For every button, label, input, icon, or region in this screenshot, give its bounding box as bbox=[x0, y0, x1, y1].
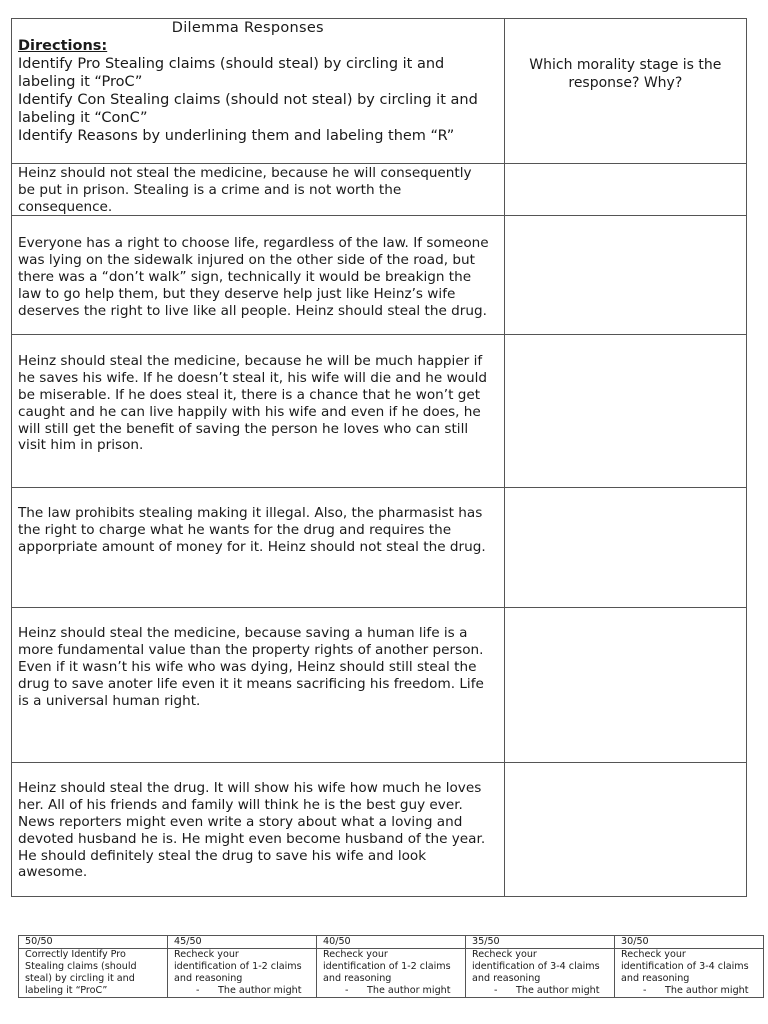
response-row bbox=[12, 608, 747, 763]
answer-cell[interactable] bbox=[504, 164, 746, 216]
rubric-score: 45/50 bbox=[168, 936, 317, 949]
response-line: devoted husband he is. He might even become husband of the year. bbox=[18, 830, 486, 847]
answer-cell[interactable] bbox=[504, 763, 746, 897]
response-line: is a universal human right. bbox=[18, 692, 201, 709]
response-line: Everyone has a right to choose life, regardless of the law. If someone bbox=[18, 235, 489, 252]
rubric-line: Correctly Identify Pro bbox=[25, 949, 126, 960]
rubric-line: Stealing claims (should bbox=[25, 961, 137, 972]
rubric-description bbox=[317, 949, 466, 998]
directions-line: Identify Pro Stealing claims (should steal) by circling it and bbox=[18, 56, 445, 72]
response-cell bbox=[12, 763, 505, 897]
rubric-line: identification of 1-2 claims bbox=[174, 961, 302, 972]
rubric-line: Recheck your bbox=[472, 949, 537, 960]
response-cell bbox=[12, 488, 505, 608]
rubric-line: identification of 1-2 claims bbox=[323, 961, 451, 972]
question-line: response? Why? bbox=[568, 75, 683, 91]
rubric-line: and reasoning bbox=[621, 973, 690, 984]
rubric-line: and reasoning bbox=[472, 973, 541, 984]
response-row bbox=[12, 488, 747, 608]
directions-line: labeling it “ConC” bbox=[18, 110, 148, 126]
response-line: drug to save anoter life even it it means sacrificing his freedom. Life bbox=[18, 675, 484, 692]
response-cell bbox=[12, 164, 505, 216]
response-line: be put in prison. Stealing is a crime and is not worth the bbox=[18, 181, 402, 198]
response-cell bbox=[12, 216, 505, 335]
rubric-bullet bbox=[323, 985, 460, 997]
rubric-description-row bbox=[19, 949, 764, 998]
directions-label: Directions: bbox=[18, 38, 108, 54]
rubric-line: identification of 3-4 claims bbox=[472, 961, 600, 972]
rubric-description bbox=[168, 949, 317, 998]
response-line: law to go help them, but they deserve help just like Heinz’s wife bbox=[18, 285, 456, 302]
bullet-dash: - bbox=[494, 985, 498, 996]
response-line: was lying on the sidewalk injured on the other side of the road, but bbox=[18, 252, 475, 269]
rubric-score: 30/50 bbox=[615, 936, 764, 949]
directions-line: Identify Con Stealing claims (should not steal) by circling it and bbox=[18, 92, 478, 108]
response-line: Heinz should steal the medicine, because saving a human life is a bbox=[18, 625, 468, 642]
response-line: awesome. bbox=[18, 864, 88, 881]
rubric-score-row bbox=[19, 936, 764, 949]
response-line: Even if it wasn’t his wife who was dying, Heinz should still steal the bbox=[18, 658, 477, 675]
rubric-line: identification of 3-4 claims bbox=[621, 961, 749, 972]
answer-cell[interactable] bbox=[504, 608, 746, 763]
response-text bbox=[12, 763, 504, 881]
header-row bbox=[12, 19, 747, 164]
dilemma-table bbox=[11, 18, 747, 897]
rubric-line: Recheck your bbox=[621, 949, 686, 960]
rubric-line: Recheck your bbox=[174, 949, 239, 960]
rubric-line: labeling it “ProC” bbox=[25, 985, 108, 996]
bullet-dash: - bbox=[345, 985, 349, 996]
response-line: more fundamental value than the property rights of another person. bbox=[18, 642, 484, 659]
response-row bbox=[12, 216, 747, 335]
rubric-line: Recheck your bbox=[323, 949, 388, 960]
page-title: Dilemma Responses bbox=[171, 20, 324, 36]
response-line: Heinz should steal the drug. It will show his wife how much he loves bbox=[18, 780, 482, 797]
rubric-line: and reasoning bbox=[174, 973, 243, 984]
answer-cell[interactable] bbox=[504, 488, 746, 608]
question-header-cell bbox=[504, 19, 746, 164]
response-line: Heinz should not steal the medicine, because he will consequently bbox=[18, 165, 472, 181]
bullet-dash: - bbox=[643, 985, 647, 996]
bullet-text: The author might bbox=[516, 985, 600, 996]
response-text bbox=[12, 488, 504, 555]
response-line: Heinz should steal the medicine, because he will be much happier if bbox=[18, 353, 483, 370]
rubric-bullet bbox=[472, 985, 609, 997]
bullet-text: The author might bbox=[665, 985, 749, 996]
answer-cell[interactable] bbox=[504, 335, 746, 488]
rubric-table bbox=[18, 935, 764, 998]
response-line: News reporters might even write a story about what a loving and bbox=[18, 813, 463, 830]
response-line: he saves his wife. If he doesn’t steal it, his wife will die and he would bbox=[18, 370, 488, 387]
directions-line: Identify Reasons by underlining them and labeling them “R” bbox=[18, 128, 455, 144]
question-line: Which morality stage is the bbox=[529, 57, 722, 73]
rubric-bullet bbox=[174, 985, 311, 997]
response-row bbox=[12, 164, 747, 216]
rubric-score: 35/50 bbox=[466, 936, 615, 949]
response-line: will still get the benefit of saving the person he loves who can still bbox=[18, 420, 469, 437]
response-text bbox=[12, 608, 504, 709]
answer-cell[interactable] bbox=[504, 216, 746, 335]
directions-line: labeling it “ProC” bbox=[18, 74, 143, 90]
bullet-text: The author might bbox=[367, 985, 451, 996]
rubric-description bbox=[615, 949, 764, 998]
response-line: consequence. bbox=[18, 198, 113, 215]
rubric-line: steal) by circling it and bbox=[25, 973, 135, 984]
response-line: apporpriate amount of money for it. Heinz should not steal the drug. bbox=[18, 538, 486, 555]
rubric-score: 50/50 bbox=[19, 936, 168, 949]
response-row bbox=[12, 763, 747, 897]
response-text bbox=[12, 216, 504, 319]
response-line: the right to charge what he wants for the drug and requires the bbox=[18, 522, 452, 539]
bullet-text: The author might bbox=[218, 985, 302, 996]
response-line: deserves the right to live like all people. Heinz should steal the drug. bbox=[18, 302, 487, 319]
response-text bbox=[12, 164, 504, 215]
response-line: her. All of his friends and family will think he is the best guy ever. bbox=[18, 797, 463, 814]
response-line: there was a “don’t walk” sign, technically it would be breakign the bbox=[18, 268, 472, 285]
response-cell bbox=[12, 335, 505, 488]
response-line: be miserable. If he does steal it, there is a chance that he won’t get bbox=[18, 386, 481, 403]
response-line: He should definitely steal the drug to save his wife and look bbox=[18, 847, 427, 864]
directions-cell bbox=[12, 19, 505, 164]
response-cell bbox=[12, 608, 505, 763]
response-line: caught and he can live happily with his wife and even if he does, he bbox=[18, 403, 481, 420]
rubric-score: 40/50 bbox=[317, 936, 466, 949]
response-line: visit him in prison. bbox=[18, 437, 144, 454]
rubric-description bbox=[19, 949, 168, 998]
response-row bbox=[12, 335, 747, 488]
bullet-dash: - bbox=[196, 985, 200, 996]
rubric-bullet bbox=[621, 985, 758, 997]
rubric-line: and reasoning bbox=[323, 973, 392, 984]
response-line: The law prohibits stealing making it illegal. Also, the pharmasist has bbox=[18, 505, 483, 522]
rubric-description bbox=[466, 949, 615, 998]
response-text bbox=[12, 335, 504, 454]
